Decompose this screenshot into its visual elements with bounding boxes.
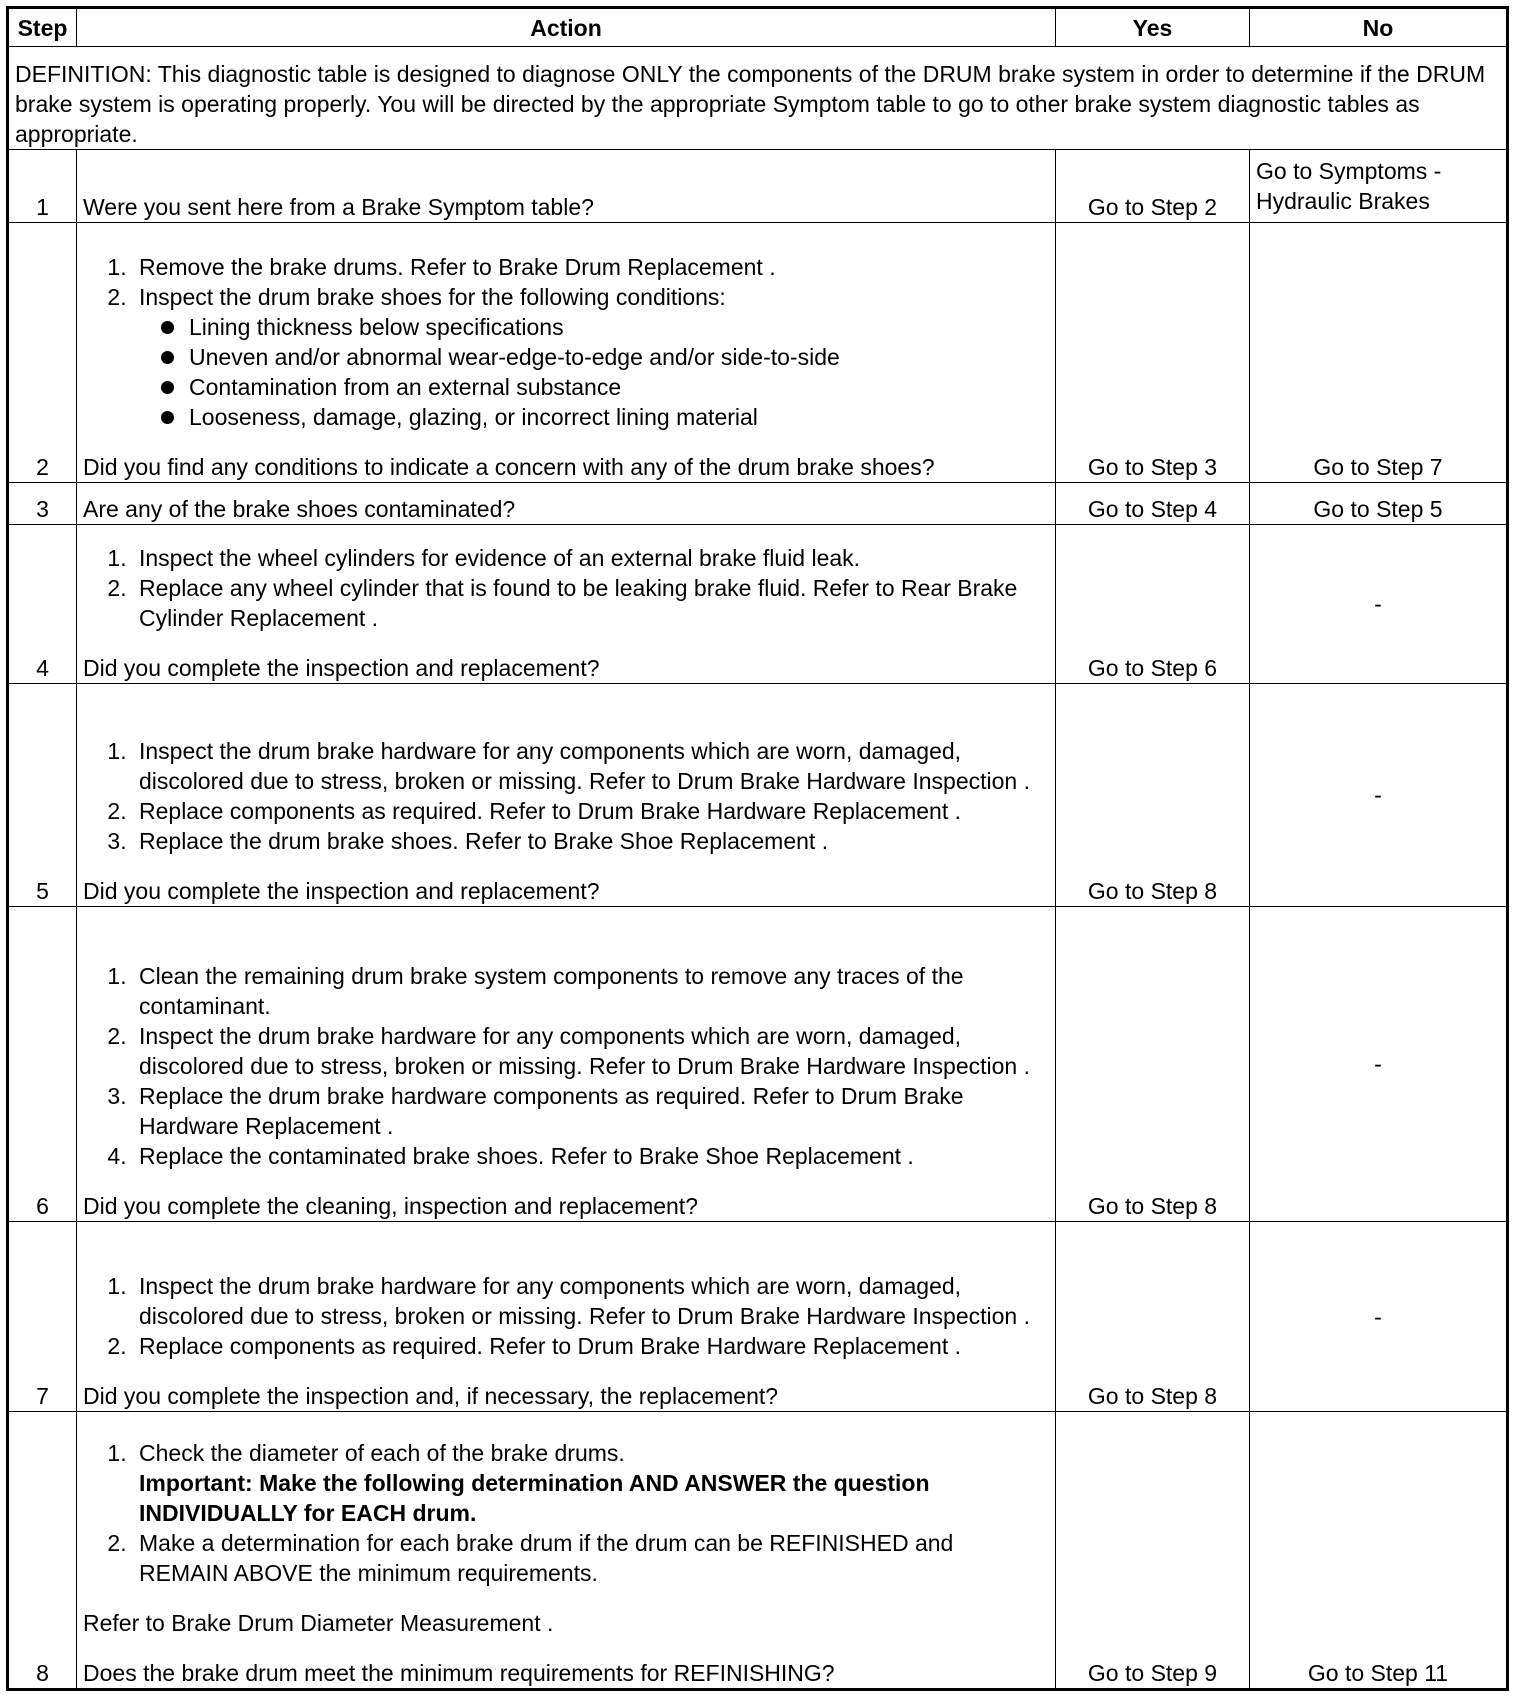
yes-cell: Go to Step 2: [1056, 150, 1250, 223]
condition-list: [139, 312, 1049, 432]
table-row: [8, 525, 1508, 684]
action-cell: [77, 684, 1056, 907]
list-item: 2. Replace components as required. Refer to Drum Brake Hardware Replacement .: [133, 1331, 1049, 1361]
yes-cell: Go to Step 8: [1056, 684, 1250, 907]
table-row: [8, 1412, 1508, 1690]
list-item-text: Inspect the drum brake shoes for the following conditions:: [139, 284, 726, 310]
action-cell: [77, 1412, 1056, 1690]
instruction-list: [83, 961, 1049, 1171]
list-item: 1. Remove the brake drums. Refer to Brake Drum Replacement .: [133, 252, 1049, 282]
diagnostic-table: [6, 6, 1509, 1691]
action-cell: [77, 150, 1056, 223]
step-question: Were you sent here from a Brake Symptom table?: [83, 194, 594, 220]
step-number: 7: [8, 1222, 77, 1412]
header-step: Step: [8, 8, 77, 47]
bullet-item: [171, 312, 1049, 342]
list-item: 2. Replace components as required. Refer to Drum Brake Hardware Replacement .: [133, 796, 1049, 826]
action-cell: [77, 907, 1056, 1222]
table-row: [8, 684, 1508, 907]
bullet-icon: [161, 351, 174, 364]
step-number: 3: [8, 483, 77, 525]
list-item: 3. Replace the drum brake hardware components as required. Refer to Drum Brake Hardware Replacement .: [133, 1081, 1049, 1141]
yes-cell: Go to Step 8: [1056, 1222, 1250, 1412]
list-item: 1. Inspect the drum brake hardware for any components which are worn, damaged, discolored due to stress, broken or missing. Refer to Drum Brake Hardware Inspection .: [133, 1271, 1049, 1331]
list-item: 3. Replace the drum brake shoes. Refer to Brake Shoe Replacement .: [133, 826, 1049, 856]
step-question: Did you complete the inspection and replacement?: [83, 655, 600, 681]
step-number: 2: [8, 223, 77, 483]
no-cell: -: [1250, 907, 1508, 1222]
step-question: Did you complete the inspection and, if necessary, the replacement?: [83, 1383, 779, 1409]
action-cell: [77, 223, 1056, 483]
step-number: 8: [8, 1412, 77, 1690]
list-item: 4. Replace the contaminated brake shoes. Refer to Brake Shoe Replacement .: [133, 1141, 1049, 1171]
instruction-list: [83, 543, 1049, 633]
step-number: 4: [8, 525, 77, 684]
list-item: 1. Clean the remaining drum brake system components to remove any traces of the contaminant.: [133, 961, 1049, 1021]
list-item-text: 1. Check the diameter of each of the brake drums.: [139, 1440, 625, 1466]
no-cell: -: [1250, 1222, 1508, 1412]
table-row: [8, 1222, 1508, 1412]
yes-cell: Go to Step 6: [1056, 525, 1250, 684]
header-row: [8, 8, 1508, 47]
table-row: [8, 150, 1508, 223]
list-item: 2. Replace any wheel cylinder that is found to be leaking brake fluid. Refer to Rear Brake Cylinder Replacement .: [133, 573, 1049, 633]
list-item: 2. Make a determination for each brake drum if the drum can be REFINISHED and REMAIN ABOVE the minimum requirements.: [133, 1528, 1049, 1588]
step-number: 1: [8, 150, 77, 223]
step-question: Did you complete the inspection and replacement?: [83, 878, 600, 904]
yes-cell: Go to Step 3: [1056, 223, 1250, 483]
list-item: 1. Inspect the wheel cylinders for evidence of an external brake fluid leak.: [133, 543, 1049, 573]
action-cell: [77, 1222, 1056, 1412]
list-item: 2. Inspect the drum brake hardware for any components which are worn, damaged, discolored due to stress, broken or missing. Refer to Drum Brake Hardware Inspection .: [133, 1021, 1049, 1081]
yes-cell: Go to Step 9: [1056, 1412, 1250, 1690]
step-question: Does the brake drum meet the minimum requirements for REFINISHING?: [83, 1660, 835, 1686]
yes-cell: Go to Step 4: [1056, 483, 1250, 525]
definition-row: [8, 47, 1508, 150]
bullet-text: Lining thickness below specifications: [189, 314, 564, 340]
no-cell: Go to Step 7: [1250, 223, 1508, 483]
table-row: [8, 483, 1508, 525]
instruction-list: [83, 1271, 1049, 1361]
bullet-icon: [161, 321, 174, 334]
bullet-icon: [161, 381, 174, 394]
list-item: 1. Inspect the drum brake hardware for any components which are worn, damaged, discolored due to stress, broken or missing. Refer to Drum Brake Hardware Inspection .: [133, 736, 1049, 796]
table-row: [8, 907, 1508, 1222]
step-question: Are any of the brake shoes contaminated?: [83, 496, 516, 522]
no-cell: -: [1250, 684, 1508, 907]
bullet-text: Looseness, damage, glazing, or incorrect lining material: [189, 404, 758, 430]
step-question: Did you complete the cleaning, inspection and replacement?: [83, 1193, 698, 1219]
table-row: [8, 223, 1508, 483]
action-cell: [77, 483, 1056, 525]
header-yes: Yes: [1056, 8, 1250, 47]
bullet-icon: [161, 411, 174, 424]
action-cell: [77, 525, 1056, 684]
instruction-list: [83, 1438, 1049, 1588]
bullet-text: Contamination from an external substance: [189, 374, 622, 400]
list-item: [133, 1438, 1049, 1528]
no-cell: Go to Symptoms - Hydraulic Brakes: [1250, 150, 1508, 223]
important-note: Important: Make the following determination AND ANSWER the question INDIVIDUALLY for EACH drum.: [139, 1470, 930, 1526]
yes-cell: Go to Step 8: [1056, 907, 1250, 1222]
instruction-list: [83, 252, 1049, 432]
no-cell: Go to Step 5: [1250, 483, 1508, 525]
bullet-item: [171, 372, 1049, 402]
header-action: Action: [77, 8, 1056, 47]
refer-text: Refer to Brake Drum Diameter Measurement .: [83, 1610, 554, 1636]
list-item: [133, 282, 1049, 432]
step-number: 6: [8, 907, 77, 1222]
step-question: Did you find any conditions to indicate a concern with any of the drum brake shoes?: [83, 454, 935, 480]
no-cell: -: [1250, 525, 1508, 684]
step-number: 5: [8, 684, 77, 907]
bullet-text: Uneven and/or abnormal wear-edge-to-edge and/or side-to-side: [189, 344, 840, 370]
bullet-item: [171, 342, 1049, 372]
no-cell: Go to Step 11: [1250, 1412, 1508, 1690]
definition-text: DEFINITION: This diagnostic table is designed to diagnose ONLY the components of the DRUM brake system in order to determine if the DRUM brake system is operating properly. You will be directed by the appropriate Symptom table to go to other brake system diagnostic tables as appropriate.: [8, 47, 1508, 150]
instruction-list: [83, 736, 1049, 856]
bullet-item: [171, 402, 1049, 432]
header-no: No: [1250, 8, 1508, 47]
